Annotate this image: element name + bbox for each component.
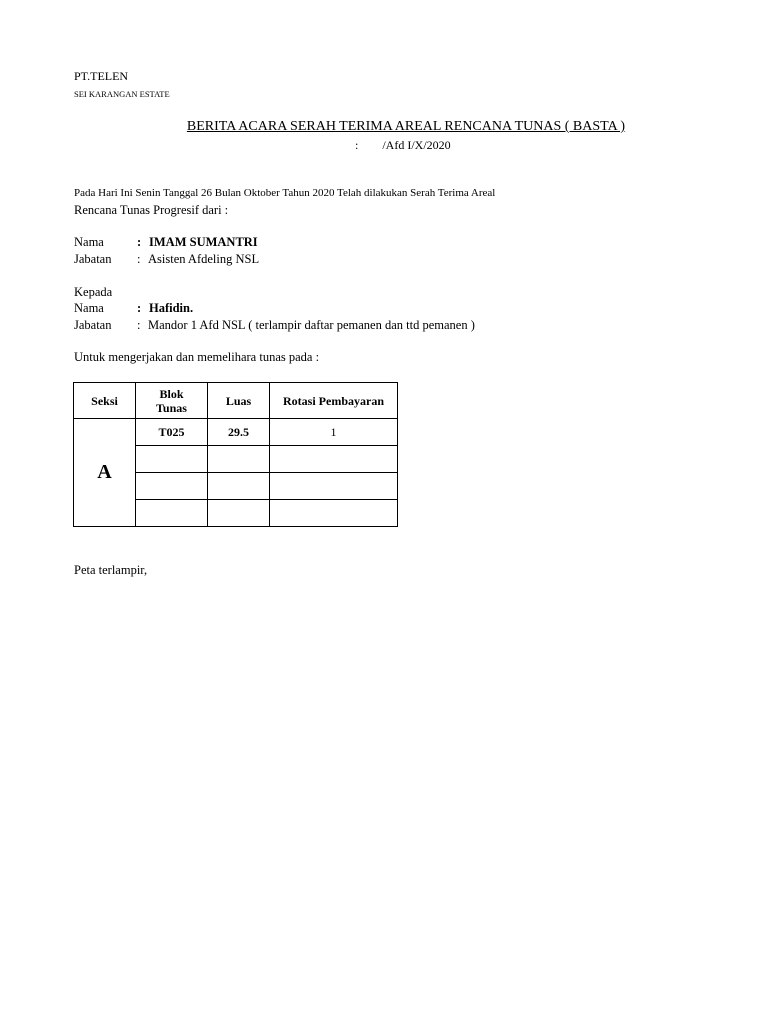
header-blok-tunas-text: Blok Tunas [156, 386, 187, 415]
to-position-value: Mandor 1 Afd NSL ( terlampir daftar pemanen dan ttd pemanen ) [148, 318, 475, 332]
from-name-value: IMAM SUMANTRI [149, 235, 258, 249]
areal-table [73, 382, 398, 527]
company-name: PT.TELEN [74, 69, 129, 83]
work-line: Untuk mengerjakan dan memelihara tunas pada : [74, 350, 320, 364]
luas-cell: 29.5 [208, 419, 270, 446]
closing-line: Peta terlampir, [74, 563, 148, 577]
header-rotasi-pembayaran: Rotasi Pembayaran [270, 383, 398, 419]
from-position-label: Jabatan [74, 252, 112, 266]
rotasi-cell [270, 473, 398, 500]
from-name-label: Nama [74, 235, 104, 249]
table-row [74, 419, 398, 446]
document-number [355, 138, 451, 153]
to-heading: Kepada [74, 285, 113, 299]
blok-tunas-cell [136, 500, 208, 527]
luas-cell [208, 500, 270, 527]
from-name-colon: : [137, 235, 142, 249]
intro-line-1: Pada Hari Ini Senin Tanggal 26 Bulan Oktober Tahun 2020 Telah dilakukan Serah Terima Areal [74, 187, 496, 199]
document-title: BERITA ACARA SERAH TERIMA AREAL RENCANA TUNAS ( BASTA ) [186, 119, 626, 134]
blok-tunas-cell [136, 473, 208, 500]
rotasi-cell [270, 500, 398, 527]
from-position-value: Asisten Afdeling NSL [148, 252, 260, 266]
rotasi-cell: 1 [270, 419, 398, 446]
blok-tunas-cell [136, 446, 208, 473]
to-name-label: Nama [74, 301, 104, 315]
table-header-row [74, 383, 398, 419]
from-position-colon: : [137, 252, 141, 266]
to-name-value: Hafidin. [149, 301, 194, 315]
blok-tunas-cell: T025 [136, 419, 208, 446]
to-position-colon: : [137, 318, 141, 332]
document-number-value: /Afd I/X/2020 [382, 138, 451, 152]
luas-cell [208, 473, 270, 500]
luas-cell [208, 446, 270, 473]
intro-line-2: Rencana Tunas Progresif dari : [74, 203, 229, 217]
document-number-colon: : [355, 138, 359, 152]
header-blok-tunas [136, 383, 208, 419]
to-position-label: Jabatan [74, 318, 112, 332]
header-luas: Luas [208, 383, 270, 419]
header-seksi: Seksi [74, 383, 136, 419]
estate-name: SEI KARANGAN ESTATE [74, 89, 170, 99]
rotasi-cell [270, 446, 398, 473]
to-name-colon: : [137, 301, 142, 315]
seksi-cell: A [74, 419, 136, 527]
